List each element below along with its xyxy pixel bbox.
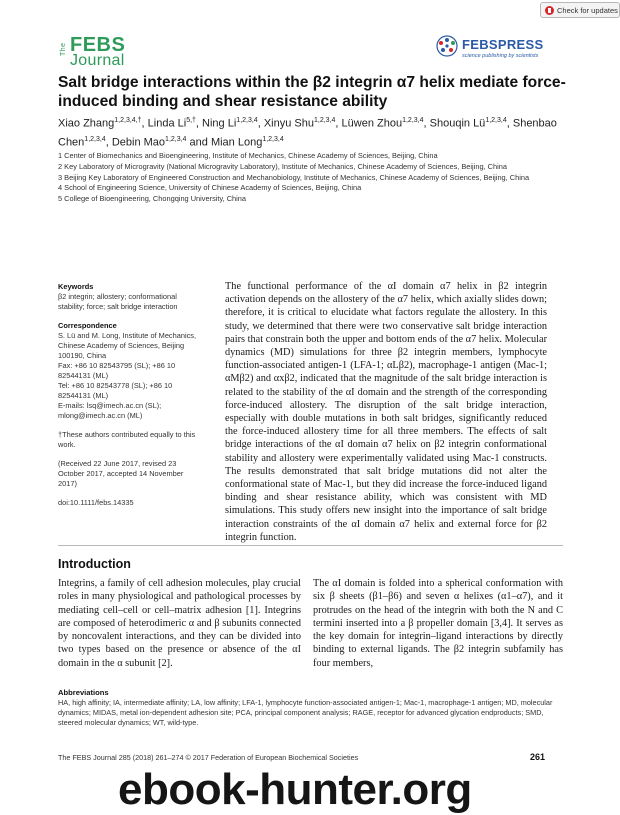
author-name: Mian Long — [210, 136, 263, 149]
author-name: Lüwen Zhou — [341, 117, 403, 130]
author-affiliation-marker: 5,† — [186, 117, 196, 124]
author-affiliation-marker: 1,2,3,4 — [314, 117, 336, 124]
abstract-text: The functional performance of the αI domain α7 helix in β2 integrin activation depends on the allostery of the α7 helix, which axially slides down; therefore, it is critical to elucidate what factors regulate the allostery. In this study, we determined that there were two conservative salt bridge interaction pairs that constrain both the upper and bottom ends of the α7 helix. Molecular dynamics (MD) simulations for three β2 integrin members, lymphocyte function-associated antigen-1 (LFA-1; αLβ2), macrophage-1 antigen (Mac-1; αMβ2) and αxβ2, indicated that the magnitude of the salt bridge interaction is related to the stability of the αI domain and the strength of the corresponding force-induced allostery. The disruption of the salt bridge interaction, especially with double mutations in both salt bridges, significantly reduced the force-induced allostery time for all three members. The effects of salt bridge interactions of the αI domain α7 helix on β2 integrin conformational stability and allostery were experimentally validated using Mac-1 constructs. The results demonstrated that salt bridge mutations did not alter the conformational state of Mac-1, but they did increase the force-induced ligand binding and shear resistance ability, which was consistent with MD simulations. This study offers new insight into the importance of salt bridge interaction constraints of the αI domain α7 helix and external force for β2 integrin function. — [225, 281, 547, 543]
febs-press-icon — [436, 35, 458, 57]
check-for-updates-label: Check for updates — [557, 6, 618, 15]
logo-journal: Journal — [70, 52, 125, 69]
author-name: Xiao Zhang — [58, 117, 115, 130]
intro-paragraph: Integrins, a family of cell adhesion molecules, play crucial roles in many physiological and pathological processes by mediating cell–cell or cell–matrix adhesion [1]. Integrins are composed of heterodimeric α and β subunits connected by noncovalent interactions, and they can be divided into two types based on the presence or absence of the αI domain in the α subunit [2]. — [58, 578, 301, 669]
introduction-heading: Introduction — [58, 557, 131, 571]
logo-the: The — [60, 42, 67, 56]
correspondence-email[interactable]: E-mails: lsq@imech.ac.cn (SL); mlong@imech.ac.cn (ML) — [58, 401, 162, 420]
intro-paragraph: The αI domain is folded into a spherical conformation with six β sheets (β1–β6) and seven α helixes (α1–α7), and it protrudes on the head of the integrin with both the N and C termini inserted into a β propeller domain [3,4]. It serves as the key domain for integrin–ligand interactions by directly binding to external ligands. The β2 integrin subfamily has four members, — [313, 578, 563, 669]
doi-link[interactable]: doi:10.1111/febs.14335 — [58, 498, 134, 507]
correspondence-address: S. Lü and M. Long, Institute of Mechanics, Chinese Academy of Sciences, Beijing 100190, China — [58, 331, 197, 360]
affiliation: 2 Key Laboratory of Microgravity (National Microgravity Laboratory), Institute of Mechanics, Chinese Academy of Sciences, Beijing, China — [58, 161, 507, 171]
author-affiliation-marker: 1,2,3,4 — [402, 117, 424, 124]
publisher-tagline: science publishing by scientists — [462, 53, 539, 59]
author-affiliation-marker: 1,2,3,4,† — [114, 117, 142, 124]
affiliation: 3 Beijing Key Laboratory of Engineered Construction and Mechanobiology, Institute of Mechanics, Chinese Academy of Sciences, Beijing, China — [58, 172, 530, 182]
affiliations — [58, 151, 558, 205]
affiliation: 1 Center of Biomechanics and Bioengineering, Institute of Mechanics, Chinese Academy of Sciences, Beijing, China — [58, 151, 438, 160]
footer-citation: The FEBS Journal 285 (2018) 261–274 © 2017 Federation of European Biochemical Societies — [58, 753, 359, 762]
correspondence-heading: Correspondence — [58, 321, 117, 330]
keywords-heading: Keywords — [58, 282, 94, 291]
publisher-name: FEBSPRESS — [462, 37, 544, 52]
author-affiliation-marker: 1,2,3,4 — [262, 135, 284, 143]
keywords: β2 integrin; allostery; conformational stability; force; salt bridge interaction — [58, 292, 178, 311]
author-name: Shouqin Lü — [429, 117, 486, 130]
intro-column-left — [58, 577, 301, 670]
article-title: Salt bridge interactions within the β2 integrin α7 helix mediate force-induced binding and shear resistance ability — [58, 74, 566, 110]
article-info-sidebar — [58, 282, 198, 508]
author-name: Shenbao Chen — [58, 117, 557, 149]
equal-contribution-note: †These authors contributed equally to this work. — [58, 430, 196, 449]
abbreviations-text: HA, high affinity; IA, intermediate affinity; LA, low affinity; LFA-1, lymphocyte function-associated antigen-1; Mac-1, macrophage-1 antigen; MD, molecular dynamics; MIDAS, metal ion-dependent adhesion site; PCA, principal component analysis; RAGE, receptor for advanced glycation endproducts; SMD, steered molecular dynamics; WT, wild-type. — [58, 698, 553, 727]
section-divider — [58, 545, 563, 546]
affiliation: 4 School of Engineering Science, University of Chinese Academy of Sciences, Beijing, China — [58, 183, 362, 193]
author-list: Xiao Zhang$^{1,2,3,4,\dagger}$, Linda $Li^{5,\dagger}$, Ning Li$^{1,2,3,4}$, Xinyu Shu$^{1,2,3,4}$, Lüwen Zhou$^{1,2,3,4}$, Shouqin Lü$^{1,2,3,4}$, Shenbao Chen$^{1,2,3,4}$, Debin Mao$^{1,2,3,4}$ and Mian Long$^{1,2,3,4}$ — [58, 117, 557, 149]
affiliation: 5 College of Bioengineering, Chongqing University, China — [58, 194, 247, 204]
abbreviations-heading: Abbreviations — [58, 688, 109, 697]
update-icon — [545, 6, 554, 15]
author-name: Linda Li — [147, 117, 187, 130]
logo-febs: FEBS — [70, 34, 126, 56]
correspondence-fax: Fax: +86 10 82543795 (SL); +86 10 82544131 (ML) — [58, 361, 176, 380]
author-affiliation-marker: 1,2,3,4 — [165, 135, 187, 143]
page-number: 261 — [530, 752, 546, 762]
intro-column-right — [313, 577, 563, 670]
check-for-updates-button[interactable] — [540, 2, 620, 18]
author-affiliation-marker: 1,2,3,4 — [485, 117, 507, 124]
author-name: Debin Mao — [111, 136, 166, 149]
author-affiliation-marker: 1,2,3,4 — [236, 117, 258, 124]
correspondence-tel: Tel: +86 10 82543778 (SL); +86 10 82544131 (ML) — [58, 381, 173, 400]
author-name: Xinyu Shu — [263, 117, 314, 130]
author-name: Ning Li — [202, 117, 237, 130]
author-affiliation-marker: 1,2,3,4 — [84, 135, 106, 143]
received-dates: (Received 22 June 2017, revised 23 October 2017, accepted 14 November 2017) — [58, 459, 184, 488]
watermark: ebook-hunter.org — [118, 765, 472, 814]
abstract — [225, 280, 547, 544]
